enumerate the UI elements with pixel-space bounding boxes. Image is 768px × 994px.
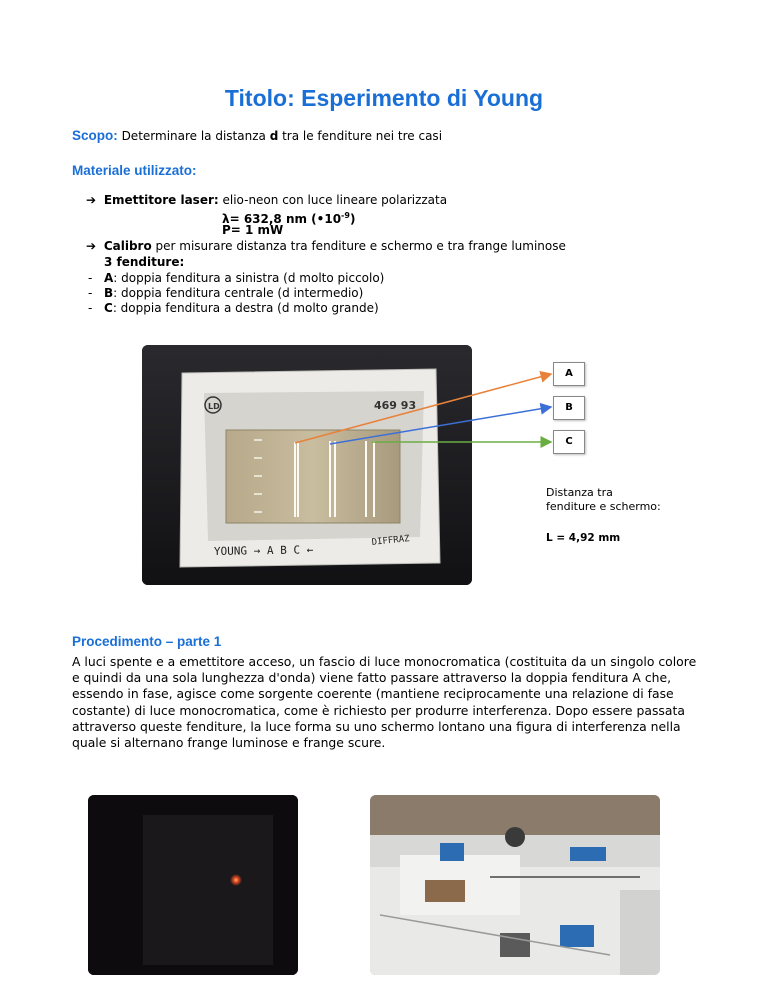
emettitore-label: Emettitore laser: xyxy=(103,193,219,207)
arrow-bullet-icon: ➔ xyxy=(86,193,97,207)
lambda-close: ) xyxy=(349,212,356,226)
distance-value: L = 4,92 mm xyxy=(546,532,621,544)
scopo-label: Scopo: xyxy=(72,128,118,143)
materiale-heading: Materiale utilizzato: xyxy=(72,163,197,178)
laser-dot-photo xyxy=(88,795,298,975)
procedimento-paragraph: A luci spente e a emettitore acceso, un fascio di luce monocromatica (costituita da un singolo colore e quindi da una sola lunghezza d'onda) viene fatto passare attraverso la doppia fenditura A che, essendo in fase, agisce come sorgente coerente (mantiene reciprocamente una relazione di fase costante) di luce monocromatica, come è richiesto per produrre interferenza. Dopo essere passata attraverso queste fenditure, la luce forma su uno schermo lontano una figura di interferenza nella quale si alternano frange luminose e frange scure. xyxy=(72,654,697,751)
distance-caption: Distanza tra fenditure e schermo: xyxy=(546,486,661,513)
arrow-bullet-icon: ➔ xyxy=(86,239,97,253)
lab-bench-photo xyxy=(370,795,660,975)
label-c: C xyxy=(553,430,585,454)
lab-bench-graphic xyxy=(370,795,660,975)
calibro-label: Calibro xyxy=(103,239,152,253)
arrow-b xyxy=(330,407,551,444)
calibro-text: per misurare distanza tra fenditure e schermo e tra frange luminose xyxy=(151,239,566,253)
arrow-a xyxy=(295,374,551,443)
slide-number: 469 93 xyxy=(374,399,417,412)
page-title: Titolo: Esperimento di Young xyxy=(224,85,544,111)
scopo-text-before: Determinare la distanza xyxy=(117,129,270,143)
list-item: - A: doppia fenditura a sinistra (d molto piccolo) xyxy=(88,271,385,285)
diffrac-label: DIFFRAZ xyxy=(371,534,411,548)
scopo-text-after: tra le fenditure nei tre casi xyxy=(278,129,443,143)
fenditure-title: 3 fenditure: xyxy=(104,255,185,269)
lambda-value: λ= 632,8 nm (•10 xyxy=(222,212,342,226)
procedimento-heading: Procedimento – parte 1 xyxy=(72,634,222,649)
power-line: P= 1 mW xyxy=(222,223,284,237)
label-b: B xyxy=(553,396,585,420)
laser-dot-graphic xyxy=(88,795,298,975)
label-a: A xyxy=(553,362,585,386)
list-item: - C: doppia fenditura a destra (d molto grande) xyxy=(88,301,379,315)
handwriting-label: YOUNG → A B C ← xyxy=(213,543,314,558)
lambda-exponent: -9 xyxy=(341,211,350,220)
scopo-bold: d xyxy=(269,129,279,143)
slide-logo: LD xyxy=(208,402,220,411)
emettitore-text: elio-neon con luce lineare polarizzata xyxy=(218,193,448,207)
list-item: - B: doppia fenditura centrale (d intermedio) xyxy=(88,286,364,300)
